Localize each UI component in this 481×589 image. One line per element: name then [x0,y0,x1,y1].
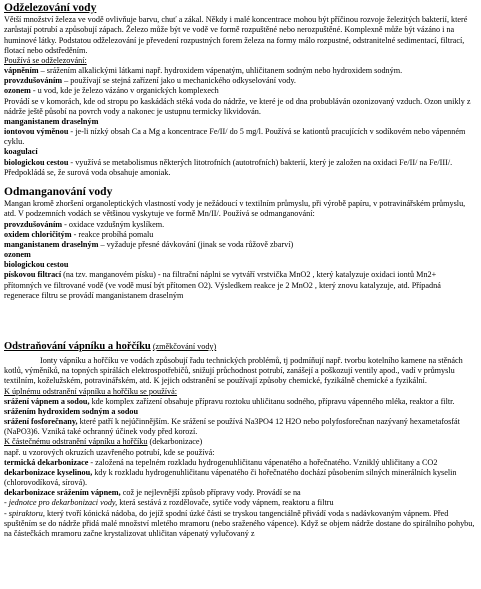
method-term: oxidem chloričitým [4,229,72,239]
method-item [4,270,476,301]
list-lead: Používá se odželezování: [4,55,87,65]
section-heading: Odželezování vody [4,2,97,14]
method-item [4,220,476,230]
method-term: iontovou výměnou [4,127,69,137]
section-calcium-magnesium-removal [4,340,476,539]
method-desc: což je nejlevnější způsob přípravy vody. Provádí se na [120,488,301,498]
method-desc: kde komplex zařízení obsahuje přípravu roztoku uhličitanu sodného, přípravu vápenného mléka, reaktor a filtr. [89,396,455,406]
section-iron-removal [4,2,476,178]
method-item [4,397,476,407]
method-term: termická dekarbonizace [4,457,89,467]
method-desc: kdy k rozkladu hydrogenuhličitanu vápenatého či hořečnatého dochází působením silných minerálních kyselin (chlorovodíková, sírová). [4,467,457,488]
method-item [4,488,476,498]
method-term: provzdušováním [4,219,63,229]
method-desc: - je-li nízký obsah Ca a Mg a koncentrace Fe/II/ do 5 mg/l. Používá se kationtů pracujících v sodíkovém nebo vápenném cyklu. [4,127,466,147]
method-term: pískovou filtrací [4,270,62,280]
method-item [4,127,476,147]
method-desc: které patří k nejúčinnějším. Ke srážení se používá Na3PO4 12 H2O nebo polyfosforečnan nazývaný hexametafosfát (NaPO3)6. Vzniká také ochranný účinek vody před korozí. [4,417,460,437]
method-term: biologickou cestou [4,260,69,270]
method-desc: který tvoří kónická nádoba, do jejíž spodní úzké části se tryskou tangenciálně přivádí voda s nadávkovaným vápnem. Před spuštěním se do nádrže přidá malé množství mletého mramoru (nebo sraženého vápence). Když se objem nádrže dostane do spirálního pohybu, na částečkách mramoru začne krystalizovat uhličitan vápenatý vylučovaný z [4,508,475,538]
method-desc: (na tzv. manganovém písku) - na filtrační náplni se vytváří vrstvička MnO2 , který katalyzuje oxidaci iontů Mn2+ přítomných ve filtrované vodě (ve vodě musí být přítomen O2). Výsledkem reakce je 2 MnO2 , který znovu katalyzuje, atd. Případná regenerace filtru se provádí manganistanem draselným [4,270,441,300]
method-subterm: - spiraktoru, [4,508,45,518]
method-term: manganistanem draselným [4,116,99,126]
list-lead-note: (dekarbonizace) [147,437,203,447]
method-subterm: - jednotce pro dekarbonizaci vody, [4,498,118,508]
section-heading-row [4,340,476,353]
list-lead: K úplnému odstranění vápníku a hořčíku se používá: [4,386,178,396]
method-term: vápněním [4,66,39,76]
section-heading: Odmanganování vody [4,186,113,198]
method-desc: - reakce probíhá pomalu [71,229,154,239]
method-term: srážením hydroxidem sodným a sodou [4,406,139,416]
method-item [4,76,476,86]
method-desc: - oxidace vzdušným kyslíkem. [62,219,165,229]
paragraph: Ionty vápníku a hořčíku ve vodách způsobují řadu technických problémů, tj podmíňují např. tvorbu kotelního kamene na stěnách kotlů, výměníků, na topných spirálách elektrospotřebičů, snižují průchodnost potrubí, zanášejí a poškozují ventily apod., vadí v průmyslu textilním, koželužském, potravinářském, atd. K jejich odstranění se používají způsoby chemické, fyzikálně chemické a fyzikální. [4,356,463,386]
method-term: dekarbonizace srážením vápnem, [4,488,121,498]
paragraph: Provádí se v komorách, kde od stropu po kaskádách stéká voda do nádrže, ve které je od dna probubláván ozonizovaný vzduch. Ozon unikly z nádrže ještě působí na povrch vody a nakonec je ustupnu termicky likvidován. [4,96,471,116]
method-desc: - založená na tepelném rozkladu hydrogenuhličitanu vápenatého a hořečnatého. Vzniklý uhličitany a CO2 [88,457,438,467]
method-desc: – vyžaduje přesné dávkování (jinak se voda růžově zbarví) [98,239,294,249]
method-subitem [4,509,476,540]
method-desc: - u vod, kde je železo vázáno v organických komplexech [30,86,219,96]
method-term: koagulací [4,147,38,157]
paragraph: Mangan kromě zhoršení organoleptických vlastností vody je nežádoucí v textilním průmyslu, při výrobě papíru, v potravinářském průmyslu, atd. V podzemních vodách se většinou vyskytuje ve formě Mn/II/. Používá se odmanganování: [4,199,466,219]
method-item [4,417,476,437]
section-heading: Odstraňování vápníku a hořčíku [4,341,151,352]
method-term: srážení fosforečnany, [4,417,78,427]
paragraph: např. u vzorových okruzích uzavřeného potrubí, kde se používá: [4,447,215,457]
section-heading-note: (změkčování vody) [152,342,217,351]
method-term: provzdušováním [4,76,63,86]
method-term: biologickou cestou [4,157,69,167]
method-term: srážení vápnem a sodou, [4,396,90,406]
method-desc: – srážením alkalickými látkami např. hydroxidem vápenatým, uhličitanem sodným nebo hydroxidem sodným. [38,66,403,76]
method-desc: která sestává z rozdělovače, sytiče vody vápnem, reaktoru a filtru [117,498,334,508]
list-lead: K částečnému odstranění vápníku a hořčíku [4,437,148,447]
method-desc: – používají se stejná zařízení jako u mechanického odkyselování vody. [62,76,296,86]
method-term: ozonem [4,250,31,260]
method-subitem [4,498,476,508]
method-item [4,468,476,488]
method-item [4,86,476,96]
method-item [4,230,476,240]
paragraph: Větší množství železa ve vodě ovlivňuje barvu, chuť a zákal. Někdy i malé koncentrace mohou být příčinou rozvoje železitých bakterií, které zarůstají potrubí a způsobují zápach. Železo může být ve vodě ve formě rozpuštěné nebo nerozpuštěné. Komplexně může být vázáno i na huminové látky. Podstatou odželezování je převedení rozpustných forem železa na formy málo rozpustné, odstranitelné sedimentací, filtrací, flotací nebo odstředěním. [4,15,468,55]
method-item [4,158,476,178]
method-term: manganistanem draselným [4,239,99,249]
method-item [4,240,476,250]
method-item [4,458,476,468]
section-manganese-removal [4,186,476,301]
method-desc: - využívá se metabolismus některých litotrofních (autotrofních) bakterií, který je založen na oxidaci Fe/II/ na Fe/III/. Předpokládá se, že surová voda obsahuje amoniak. [4,157,453,177]
method-term: dekarbonizace kyselinou, [4,467,93,477]
method-item [4,66,476,76]
list-lead-row [4,437,476,447]
method-term: ozonem [4,86,31,96]
